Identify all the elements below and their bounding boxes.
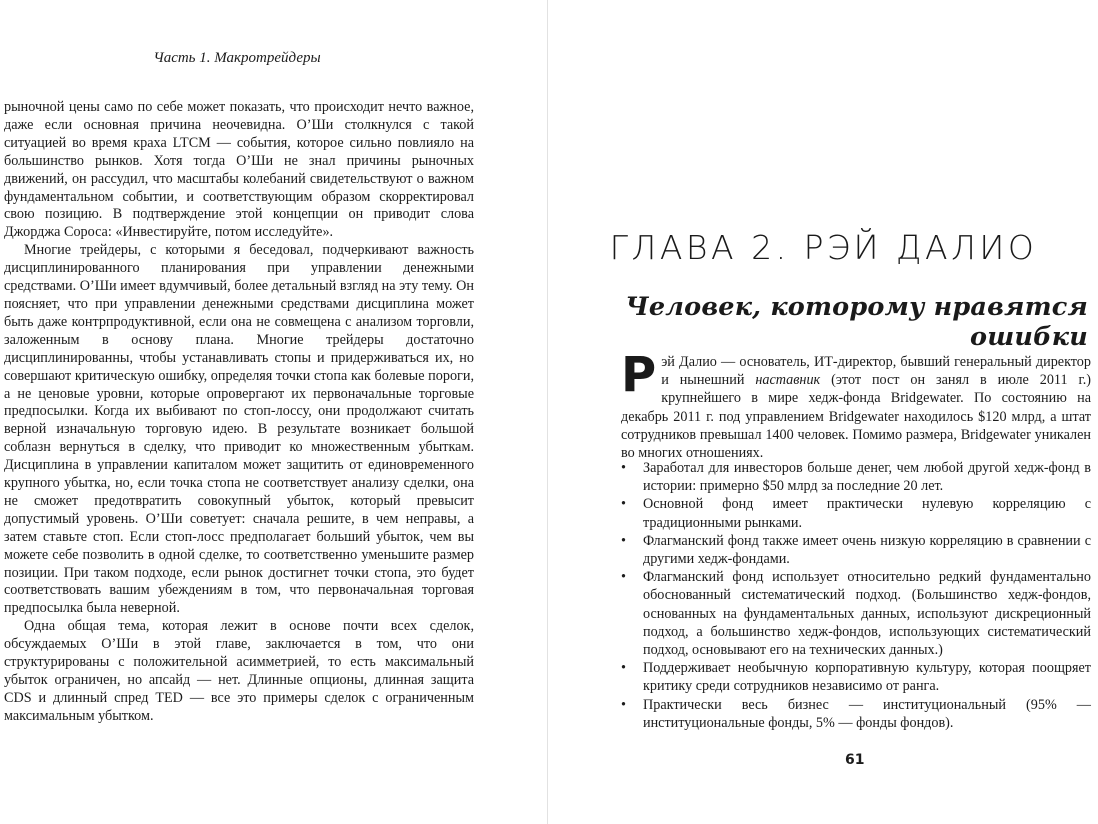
drop-cap: Р	[621, 347, 657, 403]
paragraph: рыночной цены само по себе может показать, что происходит нечто важное, даже если основная причина неочевидна. О’Ши столкнулся с такой ситуацией во время краха LTCM — события, которое сильно повлияло на большинство рынков. Хотя тогда О’Ши не знал причины рыночных движений, он рассудил, что масштабы колебаний свидетельствуют о важном фундаментальном событии, и соответствующим образом скорректировал свою позицию. В подтверждение этой концепции он приводит слова Джорджа Сороса: «Инвестируйте, потом исследуйте».	[4, 99, 474, 241]
running-head: Часть 1. Макротрейдеры	[153, 50, 321, 66]
bullet-icon: •	[621, 460, 626, 476]
list-item	[621, 659, 1091, 695]
list-item-text: Поддерживает необычную корпоративную культуру, которая поощряет критику среди сотрудников независимо от ранга.	[643, 660, 1091, 695]
bullet-list	[621, 459, 1091, 732]
left-page	[0, 0, 548, 824]
bullet-icon: •	[621, 496, 626, 513]
bullet-icon: •	[621, 696, 626, 713]
intro-text: эй Далио — основатель, ИТ-директор, бывший генеральный директор и нынешний	[661, 354, 1091, 389]
bullet-icon: •	[621, 569, 626, 586]
list-item-text: Заработал для инвесторов больше денег, чем любой другой хедж-фонд в истории: примерно $50 млрд за последние 20 лет.	[643, 460, 1091, 495]
intro-emphasis: наставник	[755, 372, 821, 389]
paragraph: Многие трейдеры, с которыми я беседовал, подчеркивают важность дисциплинированного планирования при управлении денежными средствами. О’Ши имеет вдумчивый, более детальный взгляд на эту тему. Он поясняет, что при управлении денежными средствами дисциплина может быть даже контрпродуктивной, если она не совмещена с анализом торговли, заложенным в основу плана. Многие трейдеры достаточно дисциплинированны, чтобы устанавливать стопы и придерживаться их, но совершают критическую ошибку, определяя точки стопа как болевые пороги, а не ценовые уровни, которые опровергают их первоначальные торговые предпосылки. Когда их выбивают по стоп-лоссу, они продолжают считать верной изначальную торговую идею. В результате возникает большой соблазн вернуться в сделку, что приводит ко множественным убыткам. Дисциплина в управлении капиталом может защитить от единовременного крупного убытка, но, если точка стопа не соответствует анализу сделки, она не сможет предотвратить совокупный убыток, который превысит допустимый уровень. О’Ши советует: сначала решите, в чем неправы, а затем ставьте стоп. Если стоп-лосс предполагает больший убыток, чем вы можете себе позволить в одной сделке, то соответственно уменьшите размер позиции. При таком подходе, если рынок достигнет точки стопа, это будет соответствовать вашим убеждениям в том, что первоначальная торговая предпосылка была неверной.	[4, 242, 474, 617]
list-item	[621, 495, 1091, 531]
intro-text-continued: (этот пост он занял в июле 2011 г.) крупнейшего в мире хедж-фонда Bridgewater. По состоянию на декабрь 2011 г. под управлением Bridgewater находилось $120 млрд, а штат сотрудников превышал 1400 человек. Помимо размера, Bridgewater уникален во многих отношениях.	[621, 372, 1091, 462]
list-item-text: Флагманский фонд также имеет очень низкую корреляцию в сравнении с другими хедж-фондами.	[643, 532, 1091, 568]
left-body-text	[4, 99, 474, 726]
list-item-text: Практически весь бизнес — институциональный (95% — институциональные фонды, 5% — фонды фондов).	[643, 696, 1091, 731]
list-item	[621, 532, 1091, 568]
paragraph: Одна общая тема, которая лежит в основе почти всех сделок, обсуждаемых О’Ши в этой главе, заключается в том, что они структурированы с положительной асимметрией, то есть максимальный убыток ограничен, но апсайд — нет. Длинные опционы, длинная защита CDS и длинный спред TED — все это примеры сделок с ограниченным максимальным убытком.	[4, 618, 474, 724]
list-item	[621, 696, 1091, 732]
list-item	[621, 568, 1091, 659]
list-item-text: Флагманский фонд использует относительно редкий фундаментально обоснованный систематический подход. (Большинство хедж-фондов, основанных на фундаментальных данных, используют дискреционный подход, а большинство хедж-фондов, использующих систематический подход, основывают его на технических данных.)	[643, 569, 1091, 659]
chapter-title: ГЛАВА 2. РЭЙ ДАЛИО	[609, 228, 1038, 267]
page-number: 61	[845, 752, 865, 768]
right-page	[549, 0, 1098, 824]
chapter-subtitle: Человек, которому нравятся ошибки	[625, 292, 1088, 352]
book-gutter	[547, 0, 548, 824]
bullet-icon: •	[621, 532, 626, 549]
intro-paragraph	[621, 347, 1091, 462]
list-item-text: Основной фонд имеет практически нулевую корреляцию с традиционными рынками.	[643, 496, 1091, 531]
list-item	[621, 459, 1091, 495]
bullet-icon: •	[621, 660, 626, 677]
